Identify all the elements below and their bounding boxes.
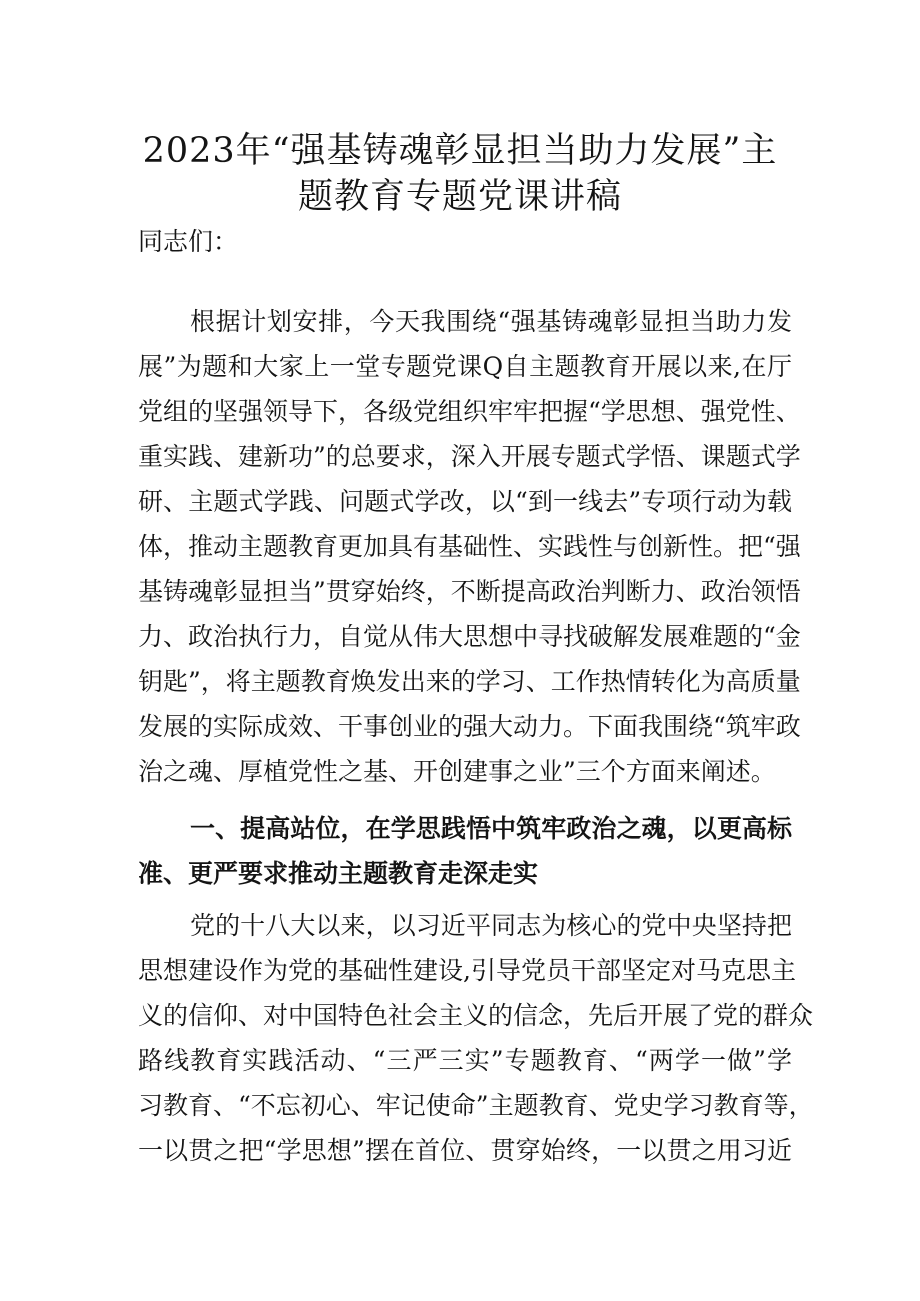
paragraph2-line: 路线教育实践活动、“三严三实”专题教育、“两学一做”学 bbox=[138, 1046, 792, 1075]
paragraph1-line: 治之魂、厚植党性之基、开创建事之业”三个方面来阐述。 bbox=[138, 757, 776, 786]
paragraph1-line: 发展的实际成效、干事创业的强大动力。下面我围绕“筑牢政 bbox=[138, 712, 801, 741]
paragraph2-line: 党的十八大以来，以习近平同志为核心的党中央坚持把 bbox=[190, 911, 792, 940]
paragraph1-line: 党组的坚强领导下，各级党组织牢牢把握“学思想、强党性、 bbox=[138, 397, 801, 426]
paragraph2-line: 一以贯之把“学思想”摆在首位、贯穿始终，一以贯之用习近 bbox=[138, 1136, 792, 1165]
paragraph1-line: 基铸魂彰显担当”贯穿始终，不断提高政治判断力、政治领悟 bbox=[138, 577, 801, 606]
paragraph1-line: 研、主题式学践、问题式学改，以“到一线去”专项行动为载 bbox=[138, 487, 792, 516]
paragraph2-line: 思想建设作为党的基础性建设,引导党员干部坚定对马克思主 bbox=[138, 956, 796, 985]
document-title-line-2: 题教育专题党课讲稿 bbox=[297, 177, 622, 217]
document-title-line-1: 2023年“强基铸魂彰显担当助力发展”主 bbox=[142, 131, 778, 171]
section-heading-line: 准、更严要求推动主题教育走深走实 bbox=[138, 859, 539, 888]
section-heading-line: 一、提高站位，在学思践悟中筑牢政治之魂，以更高标 bbox=[190, 814, 792, 843]
paragraph2-line: 义的信仰、对中国特色社会主义的信念，先后开展了党的群众 bbox=[138, 1001, 814, 1030]
paragraph1-line: 体，推动主题教育更加具有基础性、实践性与创新性。把“强 bbox=[138, 532, 801, 561]
paragraph1-line: 根据计划安排，今天我围绕“强基铸魂彰显担当助力发 bbox=[190, 307, 792, 336]
paragraph1-line: 展”为题和大家上一堂专题党课Q自主题教育开展以来,在厅 bbox=[138, 352, 792, 381]
paragraph2-line: 习教育、“不忘初心、牢记使命”主题教育、党史学习教育等， bbox=[138, 1091, 814, 1120]
salutation: 同志们： bbox=[138, 227, 239, 256]
paragraph1-line: 重实践、建新功”的总要求，深入开展专题式学悟、课题式学 bbox=[138, 442, 801, 471]
paragraph1-line: 力、政治执行力，自觉从伟大思想中寻找破解发展难题的“金 bbox=[138, 622, 801, 651]
paragraph1-line: 钥匙”，将主题教育焕发出来的学习、工作热情转化为高质量 bbox=[138, 667, 801, 696]
